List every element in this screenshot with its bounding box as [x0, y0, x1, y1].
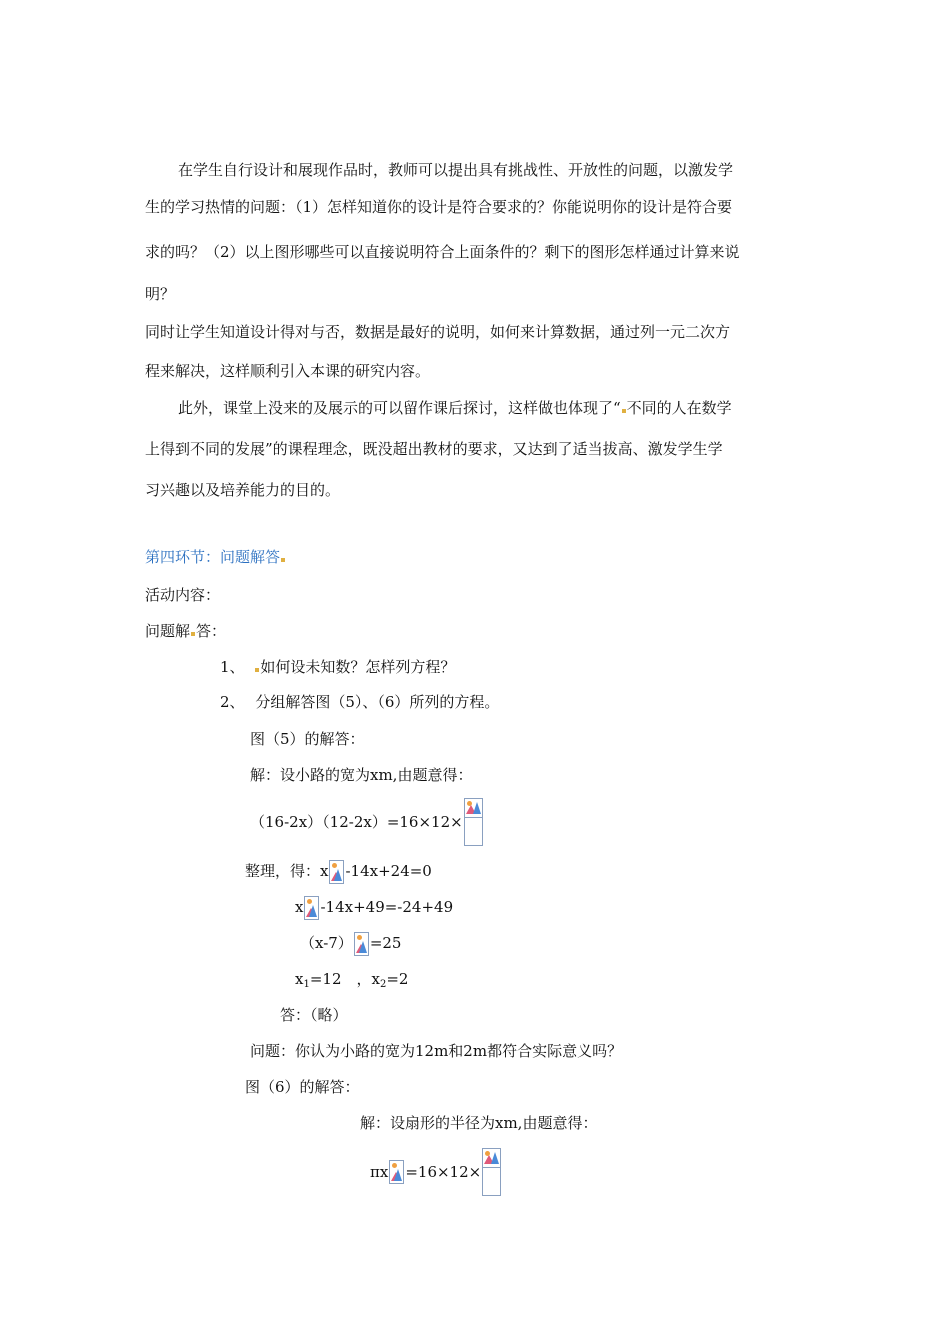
paragraph-line — [178, 398, 732, 418]
broken-image-icon — [329, 860, 344, 884]
activity-label: 活动内容： — [145, 586, 221, 604]
paragraph-line: 程来解决，这样顺利引入本课的研究内容。 — [145, 362, 431, 380]
equation-text: 整理，得：x — [245, 862, 329, 880]
equation-text: =16×12× — [405, 1163, 482, 1181]
subscript: 1 — [303, 979, 310, 990]
item-text: 如何设未知数？怎样列方程？ — [260, 658, 456, 676]
paragraph-line: 上得到不同的发展”的课程理念，既没超出教材的要求，又达到了适当拔高、激发学生学 — [145, 440, 723, 458]
subscript: 2 — [379, 979, 387, 990]
text-span: 不同的人在数学 — [626, 399, 732, 417]
equation-text: -14x+24=0 — [345, 862, 432, 880]
list-item — [220, 692, 499, 712]
paragraph-line: 在学生自行设计和展现作品时，教师可以提出具有挑战性、开放性的问题，以激发学 — [178, 161, 734, 179]
paragraph-line: 同时让学生知道设计得对与否，数据是最好的说明，如何来计算数据，通过列一元二次方 — [145, 323, 731, 341]
equation-text: =12 ，x — [309, 970, 380, 988]
text-span: 此外，课堂上没来的及展示的可以留作课后探讨，这样做也体现了“ — [178, 399, 621, 417]
marker-dot — [255, 668, 259, 672]
equation-line — [370, 1148, 502, 1196]
item-number: 1、 — [220, 658, 245, 676]
item-number: 2、 — [220, 693, 245, 711]
equation-line — [295, 896, 453, 920]
solution-title: 图（5）的解答： — [250, 730, 365, 748]
equation-line — [245, 860, 432, 884]
broken-image-icon — [354, 932, 369, 956]
qa-label — [145, 621, 226, 641]
question-line: 问题：你认为小路的宽为12m和2m都符合实际意义吗？ — [250, 1042, 623, 1060]
solution-title: 图（6）的解答： — [245, 1078, 360, 1096]
paragraph-line: 明？ — [145, 285, 176, 303]
broken-image-icon — [304, 896, 319, 920]
paragraph-line: 求的吗？（2）以上图形哪些可以直接说明符合上面条件的？剩下的图形怎样通过计算来说 — [145, 243, 740, 261]
marker-dot — [281, 558, 285, 562]
equation-line — [250, 798, 484, 846]
item-text: 分组解答图（5）、（6）所列的方程。 — [255, 693, 500, 711]
equation-line — [300, 932, 401, 956]
solution-setup: 解：设扇形的半径为xm,由题意得： — [360, 1114, 598, 1132]
marker-dot — [622, 409, 626, 413]
answer-line: 答：（略） — [280, 1006, 348, 1024]
equation-text: （x-7） — [300, 934, 353, 952]
text-span: 问题解 — [145, 622, 191, 640]
paragraph-line: 生的学习热情的问题：（1）怎样知道你的设计是符合要求的？你能说明你的设计是符合要 — [145, 198, 733, 216]
roots-line — [295, 969, 408, 995]
broken-image-icon — [389, 1160, 404, 1184]
broken-image-icon — [464, 798, 483, 846]
text-span: 答： — [196, 622, 227, 640]
list-item — [220, 657, 455, 677]
heading-text: 第四环节：问题解答 — [145, 548, 281, 566]
section-heading — [145, 547, 286, 567]
marker-dot — [191, 632, 195, 636]
solution-setup: 解：设小路的宽为xm,由题意得： — [250, 766, 473, 784]
equation-text: =25 — [369, 934, 402, 952]
equation-text: =2 — [386, 970, 409, 988]
equation-text: -14x+49=-24+49 — [320, 898, 454, 916]
equation-text: （16-2x）（12-2x）=16×12× — [250, 813, 463, 831]
equation-text: x — [295, 970, 304, 988]
equation-text: x — [295, 898, 304, 916]
equation-text: πx — [370, 1163, 389, 1181]
paragraph-line: 习兴趣以及培养能力的目的。 — [145, 481, 341, 499]
broken-image-icon — [482, 1148, 501, 1196]
